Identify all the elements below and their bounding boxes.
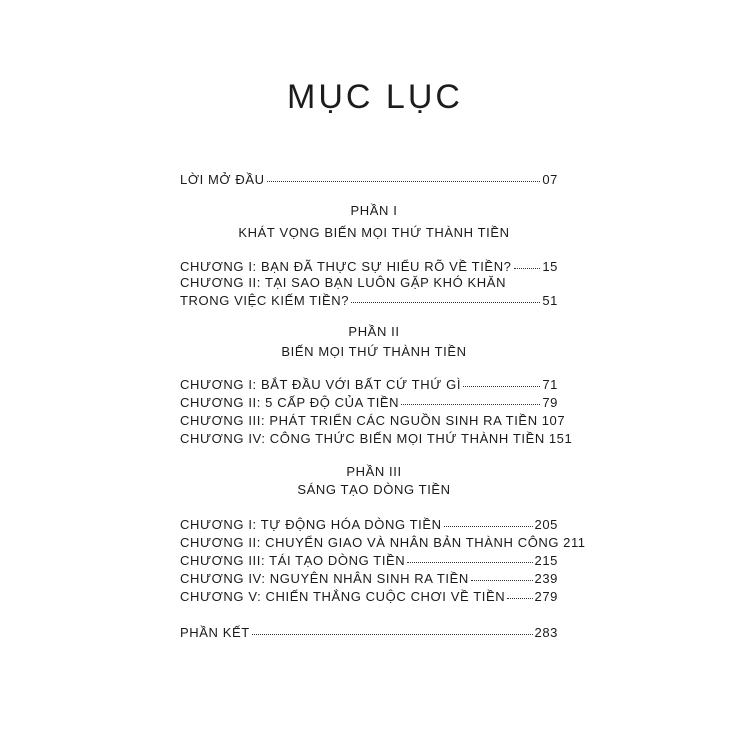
dot-leader <box>514 258 541 271</box>
toc-entry-label: LỜI MỞ ĐẦU <box>180 172 265 187</box>
toc-entry-page: 79 <box>542 395 558 410</box>
toc-entry-label: CHƯƠNG II: 5 CẤP ĐỘ CỦA TIỀN <box>180 395 400 410</box>
toc-entry <box>180 570 558 586</box>
toc-entry <box>180 552 558 568</box>
toc-entry-label: PHẦN KẾT <box>180 625 250 640</box>
dot-leader <box>463 376 540 389</box>
dot-leader <box>267 171 541 184</box>
toc-entry-page: 71 <box>542 377 558 392</box>
part-heading: PHẦN II <box>348 324 400 339</box>
toc-entry <box>180 292 558 308</box>
toc-entry <box>180 534 586 550</box>
toc-entry <box>180 430 573 446</box>
toc-entry <box>180 258 558 274</box>
toc-entry-label: CHƯƠNG V: CHIẾN THẮNG CUỘC CHƠI VỀ TIỀN <box>180 589 506 604</box>
toc-entry-label: CHƯƠNG II: CHUYỂN GIAO VÀ NHÂN BẢN THÀNH CÔNG <box>180 535 560 550</box>
toc-entry-label: CHƯƠNG I: BẮT ĐẦU VỚI BẤT CỨ THỨ GÌ <box>180 377 462 392</box>
toc-entry-label: CHƯƠNG I: TỰ ĐỘNG HÓA DÒNG TIỀN <box>180 517 442 532</box>
dot-leader <box>507 588 532 601</box>
toc-entry <box>180 376 558 392</box>
dot-leader <box>351 292 540 305</box>
toc-entry-page: 07 <box>542 172 558 187</box>
dot-leader <box>401 394 540 407</box>
toc-entry-page: 151 <box>548 431 573 446</box>
toc-entry-page: 51 <box>542 293 558 308</box>
toc-entry-label: CHƯƠNG IV: NGUYÊN NHÂN SINH RA TIỀN <box>180 571 469 586</box>
toc-entry-page: 15 <box>542 259 558 274</box>
toc-entry-page: 211 <box>563 535 586 550</box>
part-subtitle: BIẾN MỌI THỨ THÀNH TIỀN <box>281 344 467 359</box>
page-title: MỤC LỤC <box>287 78 463 116</box>
toc-entry-page: 239 <box>534 571 558 586</box>
toc-entry <box>180 412 566 428</box>
toc-entry-label: CHƯƠNG IV: CÔNG THỨC BIẾN MỌI THỨ THÀNH TIỀN <box>180 431 545 446</box>
toc-entry-page: 205 <box>534 517 558 532</box>
toc-entry <box>180 516 558 532</box>
toc-entry-label: TRONG VIỆC KIẾM TIỀN? <box>180 293 350 308</box>
toc-entry-label: CHƯƠNG III: TÁI TẠO DÒNG TIỀN <box>180 553 406 568</box>
toc-entry-page: 107 <box>541 413 566 428</box>
toc-entry-page: 283 <box>534 625 558 640</box>
toc-entry-label-line: CHƯƠNG II: TẠI SAO BẠN LUÔN GẶP KHÓ KHĂN <box>180 275 507 290</box>
toc-entry-page: 215 <box>534 553 558 568</box>
toc-entry <box>180 394 558 410</box>
part-subtitle: KHÁT VỌNG BIẾN MỌI THỨ THÀNH TIỀN <box>238 225 510 240</box>
part-heading: PHẦN I <box>350 203 398 218</box>
part-subtitle: SÁNG TẠO DÒNG TIỀN <box>297 482 451 497</box>
dot-leader <box>252 624 533 637</box>
dot-leader <box>444 516 533 529</box>
toc-entry-label: CHƯƠNG I: BẠN ĐÃ THỰC SỰ HIỂU RÕ VỀ TIỀN? <box>180 259 512 274</box>
book-page <box>8 8 742 744</box>
toc-entry <box>180 588 558 604</box>
toc-entry-ending <box>180 624 558 640</box>
toc-entry-label: CHƯƠNG III: PHÁT TRIỂN CÁC NGUỒN SINH RA TIỀN <box>180 413 538 428</box>
toc-entry-intro <box>180 171 558 187</box>
dot-leader <box>471 570 533 583</box>
dot-leader <box>407 552 532 565</box>
part-heading: PHẦN III <box>346 464 402 479</box>
toc-entry-page: 279 <box>534 589 558 604</box>
